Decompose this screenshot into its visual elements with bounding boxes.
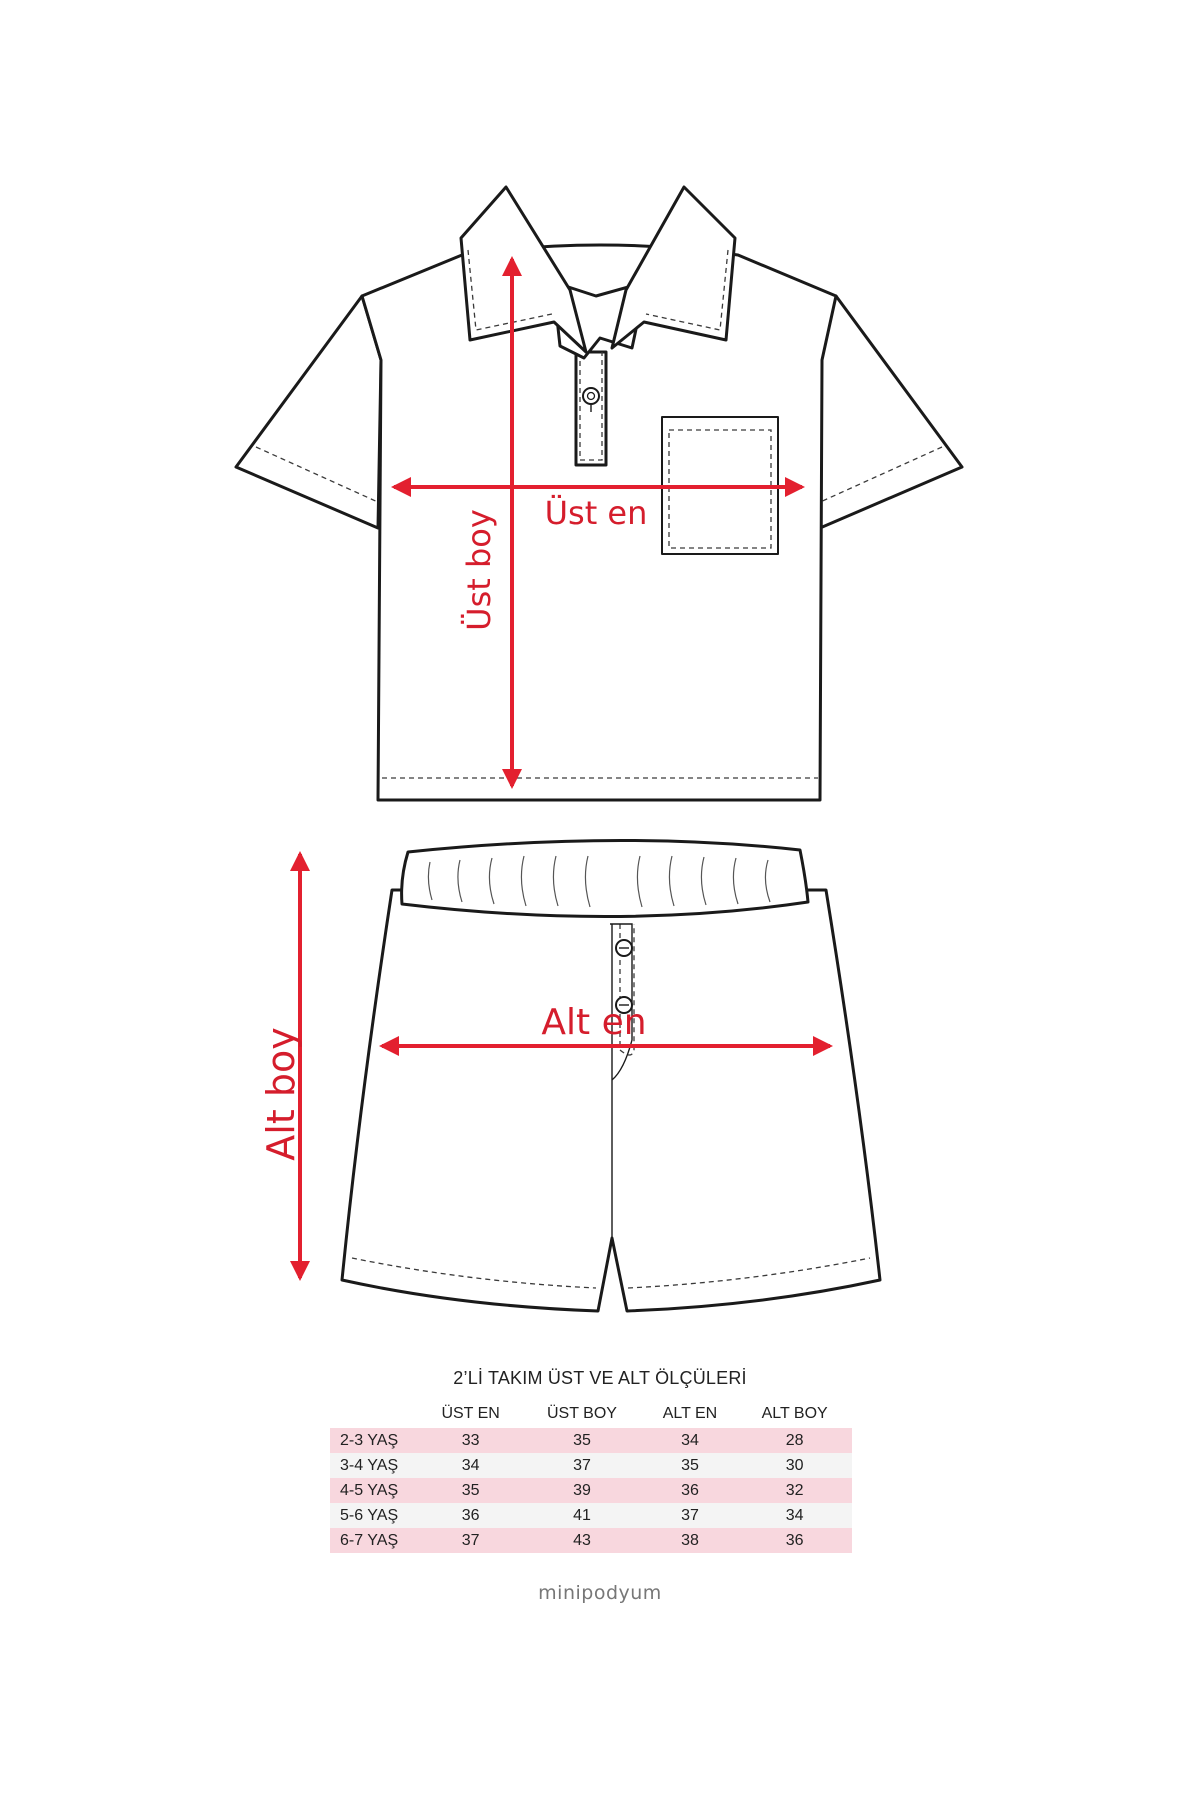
table-row [330, 1428, 852, 1453]
header-ust-en: ÜST EN [441, 1405, 500, 1422]
value-cell: 33 [420, 1428, 521, 1453]
ust-boy-label: Üst boy [460, 509, 498, 631]
table-row [330, 1453, 852, 1478]
value-cell: 34 [737, 1503, 852, 1528]
size-chart-title: 2’Lİ TAKIM ÜST VE ALT ÖLÇÜLERİ [453, 1368, 747, 1388]
value-cell: 36 [737, 1528, 852, 1553]
value-cell: 32 [737, 1478, 852, 1503]
size-chart-header-row [330, 1400, 852, 1428]
value-cell: 37 [521, 1453, 642, 1478]
table-row [330, 1478, 852, 1503]
header-empty [330, 1400, 420, 1428]
table-row [330, 1503, 852, 1528]
header-ust-boy: ÜST BOY [547, 1405, 617, 1422]
size-label: 4-5 YAŞ [330, 1478, 420, 1503]
size-label: 5-6 YAŞ [330, 1503, 420, 1528]
value-cell: 30 [737, 1453, 852, 1478]
size-label: 2-3 YAŞ [330, 1428, 420, 1453]
value-cell: 35 [521, 1428, 642, 1453]
shorts-button-icon [616, 940, 632, 956]
size-label: 3-4 YAŞ [330, 1453, 420, 1478]
value-cell: 35 [420, 1478, 521, 1503]
shorts-waistband [402, 840, 808, 916]
shorts-drawing [342, 840, 880, 1311]
alt-boy-label: Alt boy [259, 1027, 303, 1161]
value-cell: 36 [420, 1503, 521, 1528]
value-cell: 41 [521, 1503, 642, 1528]
value-cell: 38 [643, 1528, 738, 1553]
value-cell: 39 [521, 1478, 642, 1503]
value-cell: 34 [643, 1428, 738, 1453]
size-label: 6-7 YAŞ [330, 1528, 420, 1553]
table-row [330, 1528, 852, 1553]
alt-en-label: Alt en [541, 1002, 647, 1043]
value-cell: 43 [521, 1528, 642, 1553]
header-alt-boy: ALT BOY [761, 1405, 828, 1422]
shirt-left-sleeve [236, 296, 381, 528]
value-cell: 36 [643, 1478, 738, 1503]
value-cell: 28 [737, 1428, 852, 1453]
value-cell: 37 [643, 1503, 738, 1528]
shorts-body [342, 890, 880, 1311]
brand-logo: minipodyum [538, 1582, 662, 1604]
value-cell: 35 [643, 1453, 738, 1478]
header-alt-en: ALT EN [662, 1405, 718, 1422]
ust-en-label: Üst en [544, 494, 648, 532]
value-cell: 34 [420, 1453, 521, 1478]
size-chart-table [330, 1400, 852, 1553]
value-cell: 37 [420, 1528, 521, 1553]
